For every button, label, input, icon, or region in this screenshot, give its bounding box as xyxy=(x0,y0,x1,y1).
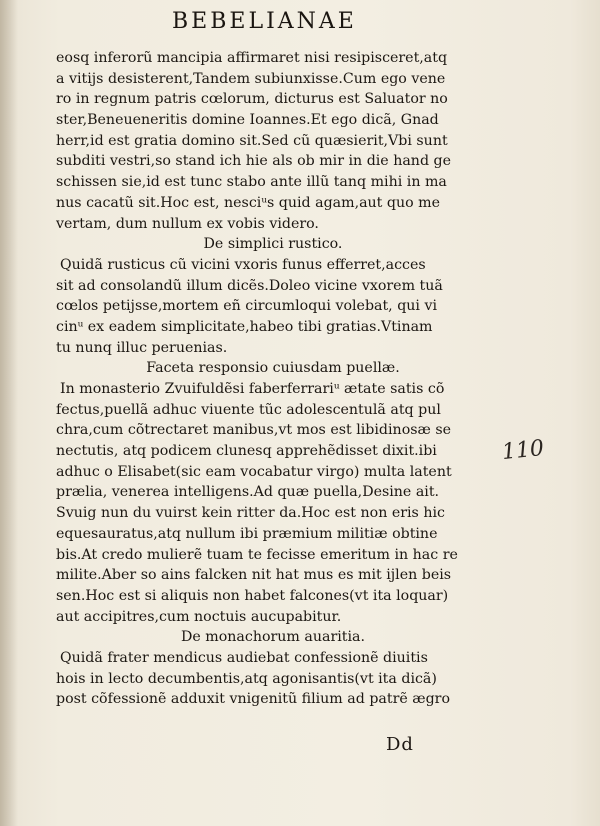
text-line: fectus,puellã adhuc viuente tũc adolescentulã atq pul xyxy=(56,401,441,418)
section-heading: De simplici rustico. xyxy=(203,236,343,253)
text-line: Svuig nun du vuirst kein ritter da.Hoc est non eris hic xyxy=(56,505,445,522)
text-line: ro in regnum patris cœlorum, dicturus est Saluator no xyxy=(56,91,448,108)
section-heading: Faceta responsio cuiusdam puellæ. xyxy=(146,360,400,377)
text-line: cœlos petijsse,mortem eñ circumloqui volebat, qui vi xyxy=(56,298,438,315)
text-line: cinᵘ ex eadem simplicitate,habeo tibi gratias.Vtinam xyxy=(56,318,433,335)
text-line: aut accipitres,cum noctuis aucupabitur. xyxy=(56,608,342,625)
text-line: milite.Aber so ains falcken nit hat mus es mit ijlen beis xyxy=(56,567,452,584)
text-line: Quidã rusticus cũ vicini vxoris funus efferret,acces xyxy=(60,256,426,273)
margin-annotation: 110 xyxy=(500,435,546,466)
text-line: In monasterio Zvuifuldẽsi faberferrariᵘ ætate satis cõ xyxy=(60,381,445,397)
text-line: equesauratus,atq nullum ibi præmium militiæ obtine xyxy=(56,525,438,542)
signature-mark: Dd xyxy=(386,734,414,755)
text-line: post cõfessionẽ adduxit vnigenitũ filium ad patrẽ ægro xyxy=(56,691,450,708)
text-line: vertam, dum nullum ex vobis videro. xyxy=(56,215,319,232)
text-block xyxy=(56,48,476,710)
text-line: chra,cum cõtrectaret manibus,vt mos est libidinosæ se xyxy=(56,422,452,439)
text-line: ster,Beneueneritis domine Ioannes.Et ego dicã, Gnad xyxy=(56,112,439,129)
text-line: nectutis, atq podicem clunesq apprehẽdisset dixit.ibi xyxy=(56,443,437,460)
running-header: BEBELIANAE xyxy=(172,9,357,34)
text-line: bis.At credo mulierẽ tuam te fecisse emeritum in hac re xyxy=(56,546,458,563)
text-line: herr,id est gratia domino sit.Sed cũ quæsierit,Vbi sunt xyxy=(56,132,448,149)
text-line: adhuc o Elisabet(sic eam vocabatur virgo) multa latent xyxy=(56,463,452,480)
text-line: tu nunq illuc peruenias. xyxy=(56,339,228,356)
text-line: schissen sie,id est tunc stabo ante illũ tanq mihi in ma xyxy=(56,174,447,191)
text-line: nus cacatũ sit.Hoc est, nesciᵘs quid agam,aut quo me xyxy=(56,194,441,211)
section-heading: De monachorum auaritia. xyxy=(181,629,365,646)
text-line: subditi vestri,so stand ich hie als ob mir in die hand ge xyxy=(56,153,452,170)
text-line: sen.Hoc est si aliquis non habet falcones(vt ita loquar) xyxy=(56,587,449,604)
text-line: eosq inferorũ mancipia affirmaret nisi resipisceret,atq xyxy=(56,50,448,66)
text-line: hois in lecto decumbentis,atq agonisantis(vt ita dicã) xyxy=(56,670,437,687)
text-line: a vitijs desisterent,Tandem subiunxisse.Cum ego vene xyxy=(56,70,446,87)
text-line: sit ad consolandũ illum dicẽs.Doleo vicine vxorem tuã xyxy=(56,277,443,294)
text-line: Quidã frater mendicus audiebat confessionẽ diuitis xyxy=(60,649,428,666)
text-line: prælia, venerea intelligens.Ad quæ puella,Desine ait. xyxy=(56,484,440,501)
